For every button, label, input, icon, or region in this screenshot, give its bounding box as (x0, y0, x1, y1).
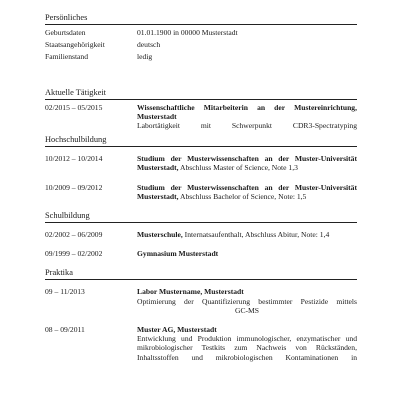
entry-text: Labortätigkeit mit Schwerpunkt CDR3-Spectratyping (137, 121, 357, 131)
cv-entry (45, 287, 357, 315)
section-title: Hochschulbildung (45, 134, 357, 147)
entry-title: Studium der Musterwissenschaften an der Muster-Universität Musterstadt, (137, 182, 357, 201)
row-value: ledig (137, 52, 153, 62)
section-school (45, 210, 357, 258)
entry-date: 09 – 11/2013 (45, 287, 85, 297)
entry-date: 09/1999 – 02/2002 (45, 249, 103, 259)
cv-entry (45, 249, 357, 258)
cv-entry (45, 230, 357, 239)
entry-text: Abschluss Bachelor of Science, Note: 1,5 (178, 191, 307, 201)
entry-content (137, 287, 357, 315)
entry-title: Studium der Musterwissenschaften an der Muster-Universität Musterstadt, (137, 154, 357, 173)
entry-date: 02/2002 – 06/2009 (45, 230, 103, 240)
section-title: Aktuelle Tätigkeit (45, 87, 357, 100)
cv-entry (45, 183, 357, 201)
entry-text-centered: GC-MS (234, 305, 260, 315)
section-title: Praktika (45, 267, 357, 280)
entry-title: Labor Mustername, Musterstadt (137, 287, 244, 297)
entry-text: Entwicklung und Produktion immunologischer, enzymatischer und mikrobiologischer Testkits zum Nachweis von Rückständen, Inhaltsstoffen und mikrobiologischen Kontaminationen in (137, 334, 357, 362)
row-value: deutsch (137, 40, 161, 50)
entry-content (137, 103, 357, 131)
section-internships (45, 267, 357, 361)
entry-title: Wissenschaftliche Mitarbeiterin an der Mustereinrichtung, Musterstadt (137, 102, 357, 121)
entry-title: Muster AG, Musterstadt (137, 325, 217, 335)
entry-text: Abschluss Master of Science, Note 1,3 (178, 163, 298, 173)
entry-date: 08 – 09/2011 (45, 325, 85, 335)
entry-title: Gymnasium Musterstadt (137, 249, 219, 259)
personal-row (45, 28, 357, 37)
section-university (45, 134, 357, 201)
entry-text: Optimierung der Quantifizierung bestimmter Pestizide mittels (137, 296, 357, 306)
cv-entry (45, 325, 357, 362)
cv-entry (45, 103, 357, 131)
row-label: Staatsangehörigkeit (45, 40, 105, 50)
cv-document (45, 6, 357, 362)
entry-text: Internatsaufenthalt, Abschluss Abitur, Note: 1,4 (182, 230, 330, 240)
row-value: 01.01.1900 in 00000 Musterstadt (137, 28, 238, 37)
entry-content (137, 230, 357, 239)
personal-row (45, 52, 357, 61)
entry-content (137, 154, 357, 172)
section-title: Persönliches (45, 12, 357, 25)
entry-title: Musterschule, (137, 230, 183, 240)
entry-content (137, 183, 357, 201)
row-label: Familienstand (45, 52, 89, 62)
personal-row (45, 40, 357, 49)
cv-entry (45, 154, 357, 172)
section-current-job (45, 87, 357, 131)
entry-date: 10/2009 – 09/2012 (45, 182, 103, 192)
section-title: Schulbildung (45, 210, 357, 223)
entry-content (137, 249, 357, 258)
section-personal (45, 12, 357, 62)
entry-content (137, 325, 357, 362)
row-label: Geburtsdaten (45, 28, 86, 37)
entry-date: 10/2012 – 10/2014 (45, 154, 103, 164)
entry-date: 02/2015 – 05/2015 (45, 102, 103, 112)
